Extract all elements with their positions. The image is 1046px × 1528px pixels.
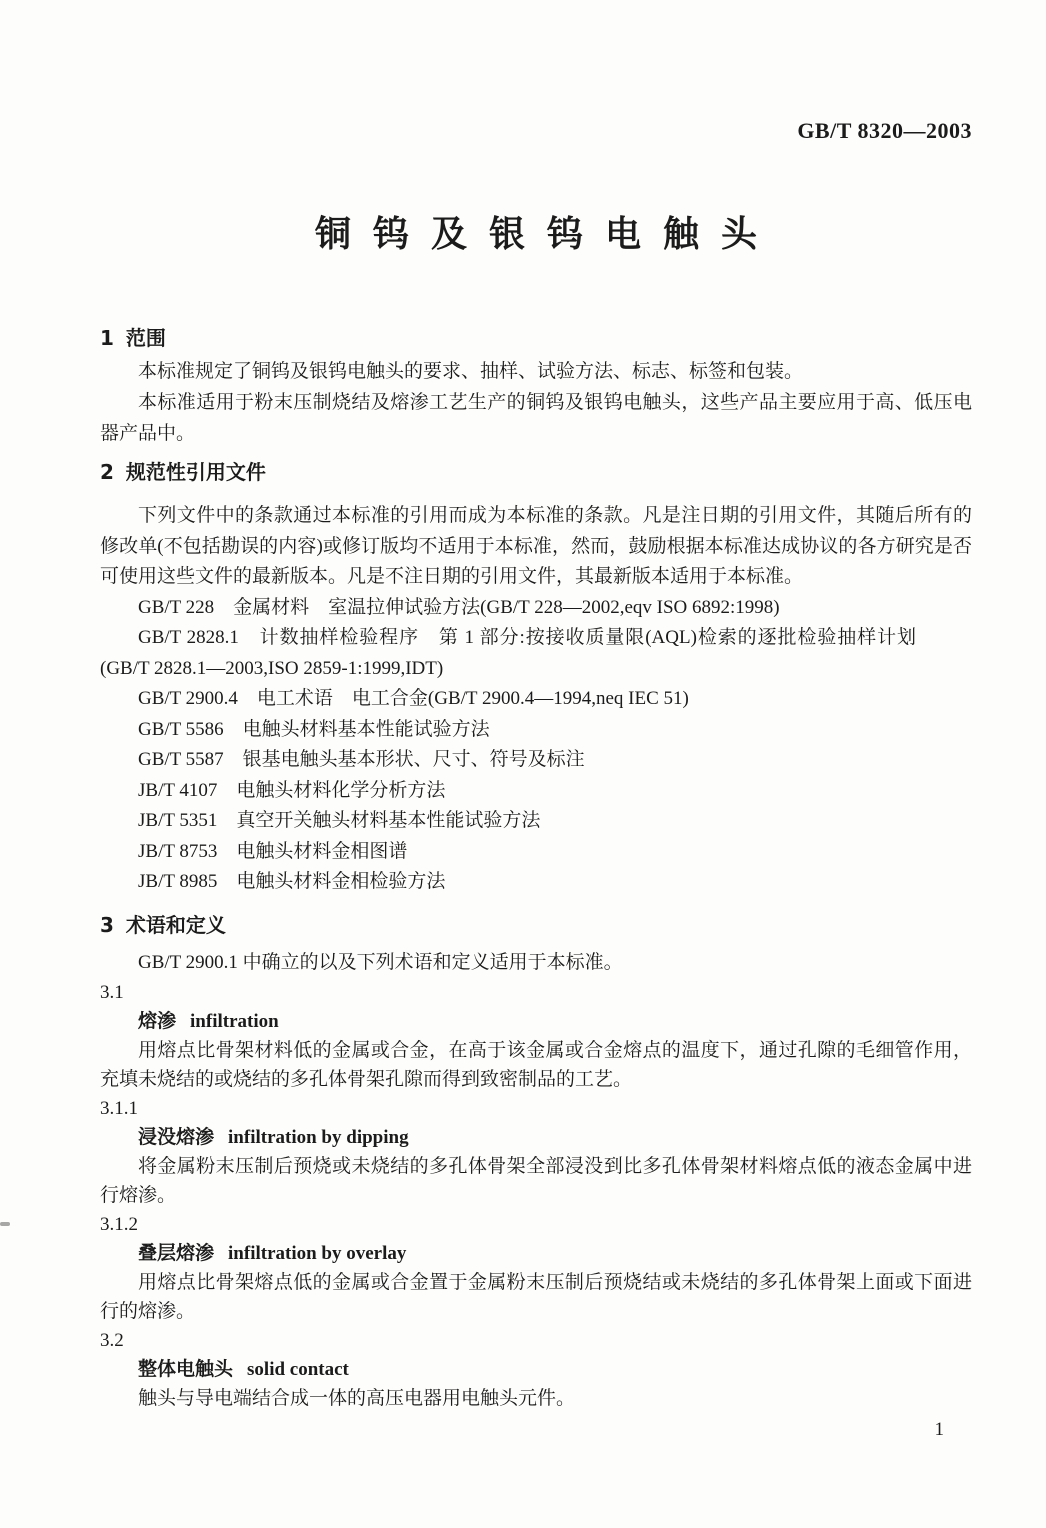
section-3-number: 3 — [100, 912, 114, 937]
term-english: infiltration by overlay — [228, 1242, 407, 1264]
scan-artifact — [0, 1222, 10, 1226]
section-2-heading — [100, 457, 972, 487]
term-definition: 用熔点比骨架熔点低的金属或合金置于金属粉末压制后预烧结或未烧结的多孔体骨架上面或下面进行的熔渗。 — [100, 1271, 972, 1322]
section-1-heading — [100, 323, 972, 353]
section-3-intro: GB/T 2900.1 中确立的以及下列术语和定义适用于本标准。 — [138, 951, 623, 973]
term-english: infiltration — [190, 1010, 279, 1032]
document-title: 铜钨及银钨电触头 — [314, 214, 779, 255]
section-2-number: 2 — [100, 460, 114, 484]
term-block — [100, 1210, 972, 1326]
term-number: 3.1.1 — [100, 1097, 138, 1119]
reference-item: JB/T 5351 真空开关触头材料基本性能试验方法 — [138, 810, 541, 831]
normative-references-list — [100, 593, 972, 898]
reference-item: JB/T 4107 电触头材料化学分析方法 — [138, 779, 446, 801]
term-english: infiltration by dipping — [228, 1126, 409, 1148]
term-chinese: 浸没熔渗 — [138, 1125, 215, 1148]
section-1-paragraph-1: 本标准规定了铜钨及银钨电触头的要求、抽样、试验方法、标志、标签和包装。 — [138, 361, 804, 382]
term-block — [100, 978, 972, 1094]
terms-and-definitions — [100, 978, 972, 1413]
reference-item: GB/T 5587 银基电触头基本形状、尺寸、符号及标注 — [138, 749, 585, 770]
term-chinese: 叠层熔渗 — [138, 1241, 215, 1264]
section-3-heading — [100, 910, 972, 940]
term-definition: 触头与导电端结合成一体的高压电器用电触头元件。 — [138, 1387, 576, 1409]
term-definition: 用熔点比骨架材料低的金属或合金，在高于该金属或合金熔点的温度下，通过孔隙的毛细管作用，充填未烧结的或烧结的多孔体骨架孔隙而得到致密制品的工艺。 — [100, 1039, 972, 1090]
term-chinese: 整体电触头 — [138, 1357, 234, 1380]
term-definition: 将金属粉末压制后预烧或未烧结的多孔体骨架全部浸没到比多孔体骨架材料熔点低的液态金属中进行熔渗。 — [100, 1155, 972, 1206]
term-english: solid contact — [247, 1358, 349, 1380]
page-content — [100, 0, 972, 1445]
reference-item: GB/T 2828.1 计数抽样检验程序 第 1 部分:按接收质量限(AQL)检索的逐批检验抽样计划(GB/T 2828.1—2003,ISO 2859-1:1999,IDT) — [100, 627, 916, 679]
section-1-paragraph-2: 本标准适用于粉末压制烧结及熔渗工艺生产的铜钨及银钨电触头，这些产品主要应用于高、低压电器产品中。 — [100, 392, 972, 444]
section-1-label: 范围 — [125, 326, 166, 350]
standard-code: GB/T 8320—2003 — [797, 118, 972, 143]
section-2-label: 规范性引用文件 — [125, 460, 266, 484]
page-number: 1 — [934, 1418, 944, 1440]
term-heading — [100, 1239, 972, 1268]
reference-item: GB/T 5586 电触头材料基本性能试验方法 — [138, 718, 490, 740]
term-number: 3.1.2 — [100, 1213, 138, 1235]
term-block — [100, 1326, 972, 1413]
section-3-label: 术语和定义 — [125, 912, 226, 937]
term-heading — [100, 1123, 972, 1152]
term-number: 3.2 — [100, 1329, 124, 1351]
term-heading — [100, 1355, 972, 1384]
section-1-number: 1 — [100, 326, 114, 350]
section-2-intro: 下列文件中的条款通过本标准的引用而成为本标准的条款。凡是注日期的引用文件，其随后所有的修改单(不包括勘误的内容)或修订版均不适用于本标准，然而，鼓励根据本标准达成协议的各方研究是否可使用这些文件的最新版本。凡是不注日期的引用文件，其最新版本适用于本标准。 — [100, 505, 972, 587]
term-block — [100, 1094, 972, 1210]
term-chinese: 熔渗 — [138, 1009, 177, 1032]
term-number: 3.1 — [100, 981, 124, 1003]
term-heading — [100, 1007, 972, 1036]
reference-item: JB/T 8753 电触头材料金相图谱 — [138, 840, 408, 862]
reference-item: GB/T 2900.4 电工术语 电工合金(GB/T 2900.4—1994,neq IEC 51) — [138, 688, 689, 709]
reference-item: JB/T 8985 电触头材料金相检验方法 — [138, 871, 446, 892]
reference-item: GB/T 228 金属材料 室温拉伸试验方法(GB/T 228—2002,eqv ISO 6892:1998) — [138, 596, 780, 618]
